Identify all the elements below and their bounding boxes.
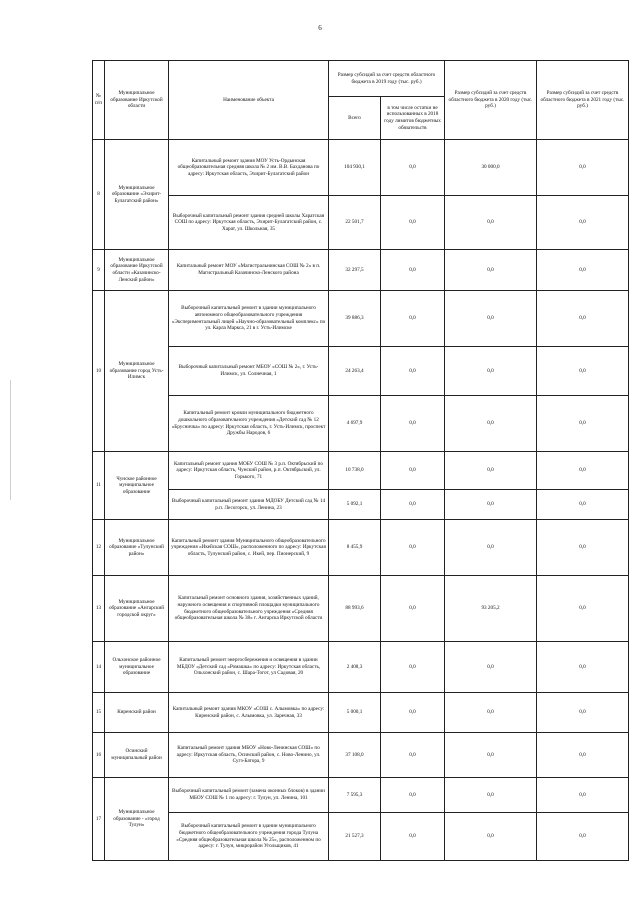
table-row xyxy=(93,693,629,733)
municipality-cell: Муниципальное образование «Ангарский городской округ» xyxy=(105,576,169,642)
balance-2019-cell: 0,0 xyxy=(381,140,445,196)
amount-2021-cell: 0,0 xyxy=(537,778,629,813)
object-cell: Капитальный ремонт здания МОБУ СОШ № 3 р.п. Октябрьский по адресу: Иркутская область, Чунский район, р.п. Октябрьский, ул. Горького, 71 xyxy=(169,452,329,490)
table-row xyxy=(93,291,629,347)
amount-2021-cell: 0,0 xyxy=(537,140,629,196)
balance-2019-cell: 0,0 xyxy=(381,396,445,452)
row-number: 15 xyxy=(93,693,105,733)
table-body xyxy=(93,140,629,861)
object-cell: Выборочный капитальный ремонт МБОУ «СОШ № 2», г. Усть-Илимск, ул. Солнечная, 1 xyxy=(169,347,329,396)
amount-2020-cell: 0,0 xyxy=(445,693,537,733)
table-row xyxy=(93,733,629,778)
object-cell: Выборочный капитальный ремонт (замена оконных блоков) в здании МБОУ СОШ № 1 по адресу: г. Тулун, ул. Ленина, 101 xyxy=(169,778,329,813)
amount-2021-cell: 0,0 xyxy=(537,642,629,693)
amount-2021-cell: 0,0 xyxy=(537,291,629,347)
municipality-cell: Муниципальное образование город Усть-Илимск xyxy=(105,291,169,452)
total-2019-cell: 5 092,1 xyxy=(329,490,381,520)
total-2019-cell: 2 408,3 xyxy=(329,642,381,693)
object-cell: Капитальный ремонт энергосбережения и освещения в здании МБДОУ «Детский сад «Ромашка» по адресу: Иркутская область, Ольхонский район, с. Шара-Тогот, ул Садовая, 20 xyxy=(169,642,329,693)
amount-2021-cell: 0,0 xyxy=(537,813,629,861)
header-2020: Размер субсидий за счет средств областного бюджета в 2020 году (тыс. руб.) xyxy=(445,61,537,140)
row-number: 10 xyxy=(93,291,105,452)
total-2019-cell: 21 527,3 xyxy=(329,813,381,861)
table-row xyxy=(93,813,629,861)
balance-2019-cell: 0,0 xyxy=(381,813,445,861)
table-row xyxy=(93,520,629,576)
total-2019-cell: 10 738,0 xyxy=(329,452,381,490)
row-number: 14 xyxy=(93,642,105,693)
table-row xyxy=(93,490,629,520)
balance-2019-cell: 0,0 xyxy=(381,642,445,693)
amount-2021-cell: 0,0 xyxy=(537,250,629,291)
amount-2020-cell: 0,0 xyxy=(445,813,537,861)
balance-2019-cell: 0,0 xyxy=(381,291,445,347)
object-cell: Выборочный капитальный ремонт здания средней школы Харатская СОШ по адресу: Иркутская область, Эхирит-Булагатский район, с. Харат, ул. Школьная, 35 xyxy=(169,196,329,250)
municipality-cell: Киренский район xyxy=(105,693,169,733)
total-2019-cell: 32 297,5 xyxy=(329,250,381,291)
subsidy-table xyxy=(92,60,629,861)
total-2019-cell: 37 108,0 xyxy=(329,733,381,778)
municipality-cell: Муниципальное образование Иркутской области «Казачинско-Ленский район» xyxy=(105,250,169,291)
amount-2020-cell: 0,0 xyxy=(445,452,537,490)
table-row xyxy=(93,576,629,642)
object-cell: Капитальный ремонт здания Муниципального общеобразовательного учреждения «Икейская СОШ», расположенного по адресу: Иркутская область, Тулунский район, с. Икей, пер. Пионерский, 9 xyxy=(169,520,329,576)
row-number: 13 xyxy=(93,576,105,642)
municipality-cell: Муниципальное образование «Тулунский район» xyxy=(105,520,169,576)
table-header xyxy=(93,61,629,140)
table-row xyxy=(93,347,629,396)
amount-2021-cell: 0,0 xyxy=(537,396,629,452)
row-number: 12 xyxy=(93,520,105,576)
header-2019-balance: в том числе остатки не использованных в 2018 году лимитов бюджетных обязательств xyxy=(381,97,445,140)
amount-2021-cell: 0,0 xyxy=(537,693,629,733)
balance-2019-cell: 0,0 xyxy=(381,196,445,250)
balance-2019-cell: 0,0 xyxy=(381,693,445,733)
row-number: 16 xyxy=(93,733,105,778)
page-number: 6 xyxy=(318,24,322,32)
header-2019-group: Размер субсидий за счет средств областного бюджета в 2019 году (тыс. руб.) xyxy=(329,61,445,97)
table-row xyxy=(93,396,629,452)
amount-2020-cell: 30 000,0 xyxy=(445,140,537,196)
total-2019-cell: 7 595,3 xyxy=(329,778,381,813)
table-row xyxy=(93,452,629,490)
amount-2021-cell: 0,0 xyxy=(537,452,629,490)
balance-2019-cell: 0,0 xyxy=(381,452,445,490)
object-cell: Капитальный ремонт здания МБОУ «Ново-Ленинская СОШ» по адресу: Иркутская область, Осинский район, с. Ново-Ленино, ул. Сугз-Батора, 9 xyxy=(169,733,329,778)
amount-2021-cell: 0,0 xyxy=(537,520,629,576)
header-municipality: Муниципальное образование Иркутской области xyxy=(105,61,169,140)
municipality-cell: Муниципальное образование - «город Тулун» xyxy=(105,778,169,861)
header-2021: Размер субсидий за счет средств областного бюджета в 2021 году (тыс. руб.) xyxy=(537,61,629,140)
balance-2019-cell: 0,0 xyxy=(381,520,445,576)
object-cell: Капитальный ремонт здания МОУ Усть-Ордынская общеобразовательная средняя школа № 2 им. В.В. Бахданова по адресу: Иркутская область, Эхирит-Булагатский район xyxy=(169,140,329,196)
total-2019-cell: 88 993,6 xyxy=(329,576,381,642)
object-cell: Выборочный капитальный ремонт здания МДОБУ Детский сад № 14 р.п. Лесогорск, ул. Ленина, 23 xyxy=(169,490,329,520)
amount-2021-cell: 0,0 xyxy=(537,733,629,778)
object-cell: Выборочный капитальный ремонт в здании муниципального бюджетного общеобразовательного учреждения города Тулуна «Средняя общеобразовательная школа № 25», расположенном по адресу: г. Тулун, микрорайон Угольщиков, 41 xyxy=(169,813,329,861)
municipality-cell: Муниципальное образование «Эхирит-Булагатский район» xyxy=(105,140,169,250)
total-2019-cell: 8 455,9 xyxy=(329,520,381,576)
object-cell: Капитальный ремонт кровли муниципального бюджетного дошкольного образовательного учреждения «Детский сад № 12 «Брусничка» по адресу: Иркутская область, г. Усть-Илимск, проспект Дружбы Народов, 6 xyxy=(169,396,329,452)
balance-2019-cell: 0,0 xyxy=(381,576,445,642)
amount-2021-cell: 0,0 xyxy=(537,347,629,396)
total-2019-cell: 4 697,9 xyxy=(329,396,381,452)
amount-2021-cell: 0,0 xyxy=(537,196,629,250)
object-cell: Капитальный ремонт МОУ «Магистральнинская СОШ № 2» в п. Магистральный Казачинско-Ленского района xyxy=(169,250,329,291)
amount-2021-cell: 0,0 xyxy=(537,576,629,642)
amount-2020-cell: 0,0 xyxy=(445,642,537,693)
amount-2020-cell: 0,0 xyxy=(445,291,537,347)
amount-2020-cell: 0,0 xyxy=(445,250,537,291)
amount-2020-cell: 0,0 xyxy=(445,490,537,520)
header-no: № п/п xyxy=(93,61,105,140)
object-cell: Выборочный капитальный ремонт в здании муниципального автономного общеобразовательного учреждения «Экспериментальный лицей «Научно-образовательный комплекс» по ул. Карла Маркса, 21 в г. Усть-Илимске xyxy=(169,291,329,347)
table-row xyxy=(93,196,629,250)
row-number: 11 xyxy=(93,452,105,520)
total-2019-cell: 24 263,4 xyxy=(329,347,381,396)
amount-2020-cell: 0,0 xyxy=(445,520,537,576)
balance-2019-cell: 0,0 xyxy=(381,490,445,520)
scan-edge-line xyxy=(10,380,11,500)
table-row xyxy=(93,140,629,196)
balance-2019-cell: 0,0 xyxy=(381,733,445,778)
amount-2020-cell: 0,0 xyxy=(445,396,537,452)
header-object: Наименование объекта xyxy=(169,61,329,140)
balance-2019-cell: 0,0 xyxy=(381,778,445,813)
row-number: 9 xyxy=(93,250,105,291)
amount-2021-cell: 0,0 xyxy=(537,490,629,520)
municipality-cell: Ольхонское районное муниципальное образование xyxy=(105,642,169,693)
row-number: 17 xyxy=(93,778,105,861)
municipality-cell: Осинский муниципальный район xyxy=(105,733,169,778)
amount-2020-cell: 0,0 xyxy=(445,733,537,778)
row-number: 8 xyxy=(93,140,105,250)
header-2019-total: Всего xyxy=(329,97,381,140)
municipality-cell: Чунское районное муниципальное образование xyxy=(105,452,169,520)
amount-2020-cell: 0,0 xyxy=(445,778,537,813)
total-2019-cell: 5 000,1 xyxy=(329,693,381,733)
object-cell: Капитальный ремонт основного здания, хозяйственных зданий, наружного освещения и спортивной площадки муниципального бюджетного общеобразовательного учреждения «Средняя общеобразовательная школа № 38» г. Ангарска Иркутской области xyxy=(169,576,329,642)
balance-2019-cell: 0,0 xyxy=(381,347,445,396)
total-2019-cell: 22 501,7 xyxy=(329,196,381,250)
total-2019-cell: 104 930,1 xyxy=(329,140,381,196)
table-row xyxy=(93,778,629,813)
amount-2020-cell: 0,0 xyxy=(445,347,537,396)
table-row xyxy=(93,642,629,693)
amount-2020-cell: 93 205,2 xyxy=(445,576,537,642)
object-cell: Капитальный ремонт здания МКОУ «СОШ с. Алымовка» по адресу: Киренский район, с. Алымовка, ул. Заречная, 33 xyxy=(169,693,329,733)
total-2019-cell: 39 886,3 xyxy=(329,291,381,347)
balance-2019-cell: 0,0 xyxy=(381,250,445,291)
amount-2020-cell: 0,0 xyxy=(445,196,537,250)
table-row xyxy=(93,250,629,291)
